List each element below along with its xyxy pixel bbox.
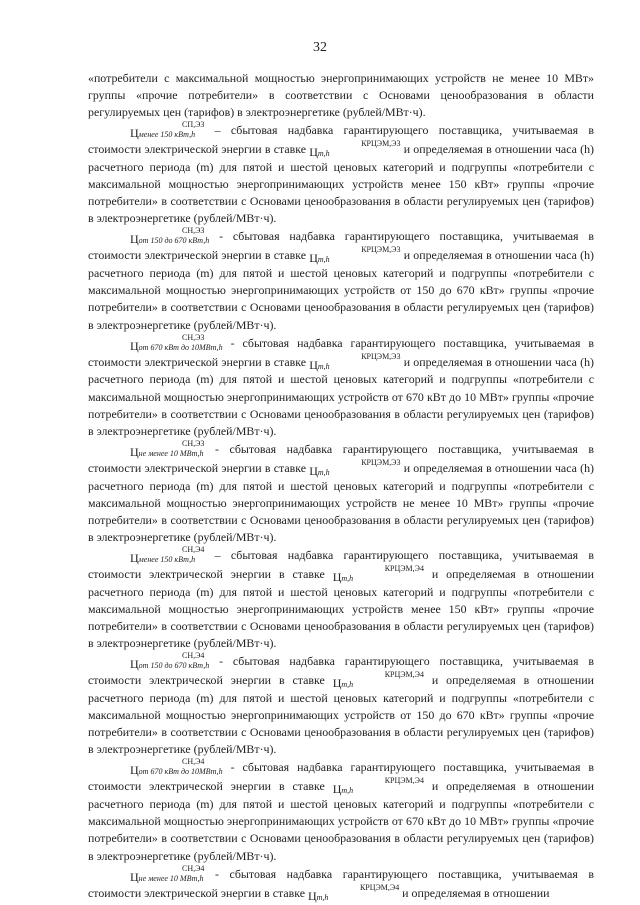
rate-superscript: КРЦЭМ,Э4	[359, 882, 400, 892]
document-body	[88, 70, 594, 902]
definition-paragraph-5	[88, 546, 594, 652]
rate-symbol	[332, 563, 424, 584]
rate-subscript: m,h	[341, 680, 354, 690]
symbol-subscript: от 150 до 670 кВт,h	[138, 236, 210, 246]
symbol-subscript: от 670 кВт до 10МВт,h	[138, 767, 223, 777]
rate-subscript: m,h	[317, 149, 330, 159]
symbol-base: Ц	[130, 444, 139, 459]
definition-lead-text: - сбытовая надбавка гарантирующего поставщика, учитываемая в стоимости электрической энергии в ставке	[88, 229, 594, 263]
definition-lead-text: - сбытовая надбавка гарантирующего поставщика, учитываемая в стоимости электрической энергии в ставке	[88, 654, 594, 688]
rate-base: Ц	[332, 676, 342, 691]
symbol-subscript: не менее 10 МВт,h	[138, 873, 204, 883]
rate-subscript: m,h	[317, 361, 330, 371]
surcharge-symbol	[130, 332, 223, 353]
symbol-superscript: СН,Э4	[182, 545, 205, 555]
rate-superscript: КРЦЭМ,Э4	[384, 670, 424, 680]
rate-subscript: m,h	[341, 573, 354, 583]
symbol-superscript: СН,Э3	[182, 438, 205, 448]
definition-tail-text: и определяемая в отношении часа (h) расчетного периода (m) для пятой и шестой ценовых категорий и подгруппы «потребители с максимальной мощностью энергопринимающих устройств менее 150 кВт» группы «прочие потребители» в соответствии с Основами ценообразования в области регулируемых цен (тарифов) в электроэнергетике (рублей/МВт·ч).	[88, 142, 595, 226]
symbol-base: Ц	[130, 657, 139, 672]
definition-tail-text: и определяемая в отношении расчетного периода (m) для пятой и шестой ценовых категорий и подгруппы «потребители с максимальной мощностью энергопринимающих устройств от 150 до 670 кВт» группы «прочие потребители» в соответствии с Основами ценообразования в области регулируемых цен (тарифов) в электроэнергетике (рублей/МВт·ч).	[88, 673, 595, 757]
definition-paragraph-6	[88, 652, 594, 758]
rate-subscript: m,h	[317, 467, 330, 477]
symbol-superscript: СН,Э4	[182, 757, 205, 767]
definition-tail-text: и определяемая в отношении	[399, 885, 550, 900]
symbol-base: Ц	[130, 232, 139, 247]
definition-paragraph-4	[88, 440, 594, 546]
symbol-base: Ц	[130, 551, 139, 566]
surcharge-symbol	[130, 120, 205, 141]
definition-lead-text: - сбытовая надбавка гарантирующего поставщика, учитываемая в стоимости электрической энергии в ставке	[88, 760, 594, 794]
rate-base: Ц	[309, 463, 318, 478]
definition-tail-text: и определяемая в отношении часа (h) расчетного периода (m) для пятой и шестой ценовых категорий и подгруппы «потребители с максимальной мощностью энергопринимающих устройств от 150 до 670 кВт» группы «прочие потребители» в соответствии с Основами ценообразования в области регулируемых цен (тарифов) в электроэнергетике (рублей/МВт·ч).	[88, 248, 595, 332]
rate-symbol	[332, 670, 424, 691]
symbol-subscript: от 670 кВт до 10МВт,h	[138, 342, 223, 352]
surcharge-symbol	[130, 545, 205, 566]
definition-paragraph-2	[88, 227, 594, 333]
definition-tail-text: и определяемая в отношении часа (h) расчетного периода (m) для пятой и шестой ценовых категорий и подгруппы «потребители с максимальной мощностью энергопринимающих устройств не менее 10 МВт» группы «прочие потребители» в соответствии с Основами ценообразования в области регулируемых цен (тарифов) в электроэнергетике (рублей/МВт·ч).	[88, 460, 595, 544]
rate-base: Ц	[309, 251, 318, 266]
definition-lead-text: - сбытовая надбавка гарантирующего поставщика, учитываемая в стоимости электрической энергии в ставке	[88, 866, 594, 900]
rate-superscript: КРЦЭМ,Э3	[361, 351, 401, 361]
rate-superscript: КРЦЭМ,Э4	[384, 563, 424, 573]
rate-base: Ц	[332, 569, 342, 584]
definition-lead-text: – сбытовая надбавка гарантирующего поставщика, учитываемая в стоимости электрической энергии в ставке	[88, 548, 594, 581]
rate-base: Ц	[309, 145, 318, 160]
rate-superscript: КРЦЭМ,Э3	[361, 139, 401, 149]
definition-paragraph-1	[88, 121, 594, 227]
symbol-base: Ц	[130, 763, 139, 778]
surcharge-symbol	[130, 863, 205, 884]
rate-superscript: КРЦЭМ,Э3	[361, 457, 401, 467]
definition-paragraph-3	[88, 334, 594, 440]
rate-superscript: КРЦЭМ,Э4	[384, 776, 424, 786]
surcharge-symbol	[130, 438, 205, 459]
page-number: 32	[313, 40, 327, 55]
symbol-superscript: СП,Э3	[182, 120, 205, 130]
definition-paragraph-7	[88, 758, 594, 864]
symbol-base: Ц	[130, 126, 139, 141]
definition-lead-text: – сбытовая надбавка гарантирующего поставщика, учитываемая в стоимости электрической энергии в ставке	[88, 123, 594, 157]
definition-list	[88, 121, 594, 902]
rate-superscript: КРЦЭМ,Э3	[361, 245, 401, 255]
rate-base: Ц	[307, 888, 317, 903]
rate-symbol	[309, 245, 401, 266]
rate-subscript: m,h	[341, 786, 354, 796]
surcharge-symbol	[130, 226, 210, 247]
symbol-subscript: не менее 10 МВт,h	[138, 448, 204, 458]
symbol-base: Ц	[130, 338, 139, 353]
definition-lead-text: - сбытовая надбавка гарантирующего поставщика, учитываемая в стоимости электрической энергии в ставке	[88, 335, 594, 369]
symbol-base: Ц	[130, 869, 139, 884]
symbol-superscript: СН,Э4	[182, 651, 205, 661]
definition-lead-text: - сбытовая надбавка гарантирующего поставщика, учитываемая в стоимости электрической энергии в ставке	[88, 441, 594, 475]
symbol-subscript: от 150 до 670 кВт,h	[138, 661, 210, 671]
surcharge-symbol	[130, 651, 210, 672]
definition-paragraph-8	[88, 865, 594, 903]
surcharge-symbol	[130, 757, 223, 778]
rate-symbol	[332, 776, 424, 797]
definition-tail-text: и определяемая в отношении расчетного периода (m) для пятой и шестой ценовых категорий и подгруппы «потребители с максимальной мощностью энергопринимающих устройств менее 150 кВт» группы «прочие потребители» в соответствии с Основами ценообразования в области регулируемых цен (тарифов) в электроэнергетике (рублей/МВт·ч).	[88, 566, 595, 651]
rate-symbol	[309, 457, 401, 478]
definition-tail-text: и определяемая в отношении расчетного периода (m) для пятой и шестой ценовых категорий и подгруппы «потребители с максимальной мощностью энергопринимающих устройств от 670 кВт до 10 МВт» группы «прочие потребители» в соответствии с Основами ценообразования в области регулируемых цен (тарифов) в электроэнергетике (рублей/МВт·ч).	[88, 779, 595, 863]
rate-subscript: m,h	[317, 255, 330, 265]
symbol-subscript: менее 150 кВт,h	[138, 555, 196, 565]
symbol-superscript: СН,Э3	[182, 226, 205, 236]
symbol-superscript: СН,Э3	[182, 332, 205, 342]
rate-symbol	[309, 139, 401, 160]
rate-symbol	[309, 351, 401, 372]
rate-subscript: m,h	[316, 892, 329, 902]
definition-tail-text: и определяемая в отношении часа (h) расчетного периода (m) для пятой и шестой ценовых категорий и подгруппы «потребители с максимальной мощностью энергопринимающих устройств от 670 кВт до 10 МВт» группы «прочие потребители» в соответствии с Основами ценообразования в области регулируемых цен (тарифов) в электроэнергетике (рублей/МВт·ч).	[88, 354, 595, 438]
symbol-subscript: менее 150 кВт,h	[138, 130, 196, 140]
symbol-superscript: СН,Э4	[182, 863, 205, 873]
rate-base: Ц	[309, 357, 318, 372]
rate-symbol	[307, 882, 400, 903]
intro-paragraph: «потребители с максимальной мощностью энергопринимающих устройств не менее 10 МВт» группы «прочие потребители» в соответствии с Основами ценообразования в области регулируемых цен (тарифов) в электроэнергетике (рублей/МВт·ч).	[88, 71, 594, 120]
rate-base: Ц	[332, 782, 342, 797]
